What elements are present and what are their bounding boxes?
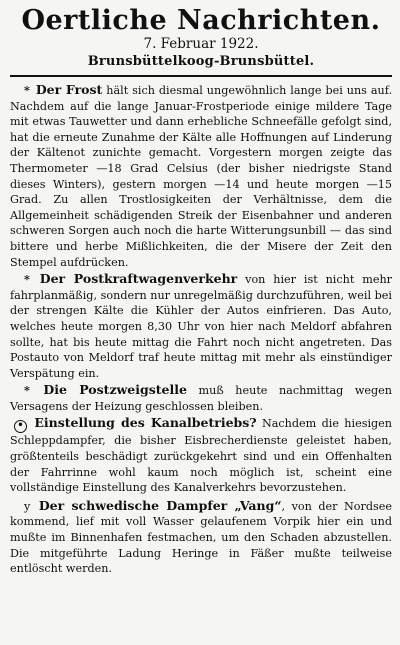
article-dampfer <box>10 498 392 577</box>
article-headline: Der Frost <box>35 82 103 97</box>
article-headline: Einstellung des Kanalbetriebs? <box>34 415 257 431</box>
article-body: , von der Nordsee kommend, lief mit voll Wasser gelaufenem Vorpik hier ein und mußte im Binnenhafen festmachen, um den Schaden abzustellen. Die mitgeführte Ladung Heringe in Fäßer mußte teilweise entlöscht werden. <box>10 499 392 576</box>
article-marker: * <box>24 83 30 97</box>
article-marker: y <box>24 499 31 513</box>
dateline-place: Brunsbüttelkoog-Brunsbüttel. <box>87 54 315 69</box>
article-postkraftwagen <box>10 271 392 381</box>
article-headline: Die Postzweigstelle <box>43 382 187 398</box>
article-list <box>10 82 392 577</box>
article-body: Nachdem die hiesigen Schleppdampfer, die bisher Eisbrecherdienste geleistet haben, größtenteils beschädigt zurückgekehrt sind und ein Offenhalten der Fahrrinne wohl kaum noch möglich ist, scheint eine vollständige Einstellung des Kanalverkehrs bevorzustehen. <box>10 417 393 495</box>
article-postzweigstelle <box>10 382 392 414</box>
divider-rule <box>10 75 392 77</box>
article-frost <box>10 82 392 270</box>
section-title: Oertliche Nachrichten. <box>21 5 381 36</box>
article-kanalbetrieb <box>10 415 392 495</box>
article-marker: * <box>24 383 30 398</box>
article-body: hält sich diesmal ungewöhnlich lange bei uns auf. Nachdem auf die lange Januar-Frostperiode einige mildere Tage mit etwas Tauwetter und dann erhebliche Schneefälle gefolgt sind, hat die erneute Zunahme der Kälte alle Hoffnungen auf Linderung der Kältenot zunichte gemacht. Vorgestern morgen zeigte das Thermometer —18 Grad Celsius (der bisher niedrigste Stand dieses Winters), gestern morgen —14 und heute morgen —15 Grad. Zu allen Trostlosigkeiten der Verhältnisse, dem die Allgemeinheit schädigenden Streik der Eisenbahner und anderen schweren Sorgen auch noch die harte Witterungsunbill — das sind bittere und herbe Mißlichkeiten, die der Misere der Zeit den Stempel aufdrücken. <box>10 84 393 269</box>
circle-dot-icon: • <box>14 420 27 433</box>
article-marker: * <box>24 272 30 287</box>
masthead <box>10 6 392 71</box>
article-headline: Der schwedische Dampfer „Vang“ <box>38 497 282 513</box>
issue-date: 7. Februar 1922. <box>143 36 259 52</box>
article-body: muß heute nachmittag wegen Versagens der Heizung geschlossen bleiben. <box>10 384 393 413</box>
article-headline: Der Postkraftwagenverkehr <box>39 271 238 287</box>
article-body: von hier ist nicht mehr fahrplanmäßig, sondern nur unregelmäßig durchzuführen, weil bei der strengen Kälte die Kühler der Autos einfrieren. Das Auto, welches heute morgen 8,30 Uhr von hier nach Meldorf abfahren sollte, hat bis heute mittag die Fahrt noch nicht angetreten. Das Postauto von Meldorf traf heute mittag mit mehr als einstündiger Verspätung ein. <box>10 273 392 380</box>
